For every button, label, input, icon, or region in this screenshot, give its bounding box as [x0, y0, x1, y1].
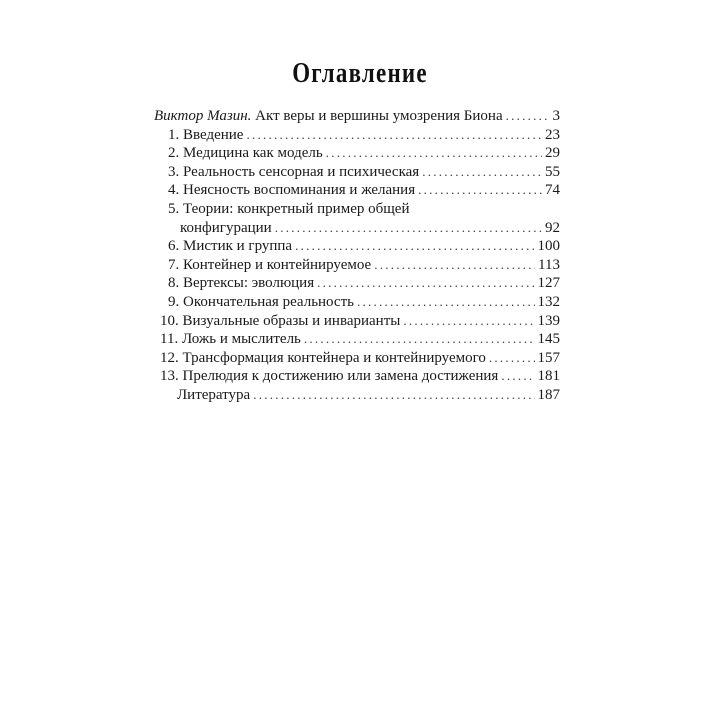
toc-entry-label: [160, 349, 486, 368]
toc-entry-title: Визуальные образы и инварианты: [182, 312, 401, 329]
toc-page-number: 113: [538, 256, 560, 273]
dot-leader: [489, 349, 535, 368]
toc-entry-chapter-10[interactable]: [150, 312, 560, 331]
toc-entry-chapter-7[interactable]: [150, 256, 560, 275]
toc-entry-title: Трансформация контейнера и контейнируемого: [182, 349, 486, 366]
toc-entry-title: Вертексы: эволюция: [183, 275, 315, 292]
toc-page-number: 187: [537, 386, 560, 403]
toc-entry-title: Мистик и группа: [183, 238, 293, 255]
dot-leader: [506, 107, 550, 126]
toc-page-number: 139: [537, 312, 560, 329]
toc-entry-title: Введение: [183, 126, 244, 143]
toc-page-number: 157: [537, 349, 560, 366]
toc-entry-label: [168, 256, 371, 275]
toc-entry-chapter-6[interactable]: [150, 237, 560, 256]
toc-entry-title: Контейнер и контейнируемое: [183, 256, 372, 273]
dot-leader: [304, 330, 535, 349]
chapter-number: 7.: [168, 256, 180, 273]
chapter-number: 9.: [168, 293, 180, 310]
chapter-number: 10.: [160, 312, 179, 329]
toc-page-number: 55: [545, 163, 560, 180]
toc-entry-title: Реальность сенсорная и психическая: [183, 163, 420, 180]
toc-entry-chapter-3[interactable]: [150, 163, 560, 182]
toc-entry-label: [154, 107, 503, 126]
dot-leader: [295, 237, 534, 256]
dot-leader: [357, 293, 535, 312]
dot-leader: [246, 126, 542, 145]
toc-entry-chapter-12[interactable]: [150, 349, 560, 368]
toc-page-number: 145: [537, 331, 560, 348]
toc-entry-title: Медицина как модель: [183, 145, 323, 162]
toc-entry-title: Неясность воспоминания и желания: [183, 182, 416, 199]
toc-entry-chapter-8[interactable]: [150, 274, 560, 293]
toc-entry-label: [160, 312, 400, 331]
dot-leader: [501, 367, 534, 386]
chapter-number: 12.: [160, 349, 179, 366]
chapter-number: 6.: [168, 238, 180, 255]
chapter-number: 3.: [168, 163, 180, 180]
toc-entry-title: Ложь и мыслитель: [181, 331, 301, 348]
toc-page-number: 127: [537, 275, 560, 292]
toc-entry-label: [160, 367, 498, 386]
toc-entry-label: [168, 274, 314, 293]
toc-entry-chapter-4[interactable]: [150, 181, 560, 200]
chapter-number: 13.: [160, 368, 179, 385]
toc-entry-label: [168, 163, 419, 182]
toc-entry-label: конфигурации: [180, 219, 272, 236]
toc-entry-bibliography[interactable]: [150, 386, 560, 405]
toc-page-number: 74: [545, 182, 560, 199]
page-title: Оглавление: [292, 58, 428, 89]
chapter-number: 1.: [168, 126, 180, 143]
dot-leader: [403, 312, 534, 331]
toc-entry-chapter-9[interactable]: [150, 293, 560, 312]
toc-page-number: 29: [545, 145, 560, 162]
toc-entry-title: Теории: конкретный пример общей: [183, 200, 410, 217]
toc-entry-chapter-2[interactable]: [150, 144, 560, 163]
dot-leader: [326, 144, 542, 163]
toc-entry-label: [160, 330, 301, 349]
toc-entry-label: [168, 293, 354, 312]
dot-leader: [422, 163, 542, 182]
dot-leader: [275, 219, 542, 238]
toc-entry-label: [168, 200, 560, 219]
chapter-number: 5.: [168, 200, 180, 217]
toc-entry-intro[interactable]: [150, 107, 560, 126]
dot-leader: [418, 181, 542, 200]
toc-author: Виктор Мазин.: [154, 108, 252, 124]
toc-entry-title: Прелюдия к достижению или замена достижения: [182, 368, 499, 385]
dot-leader: [253, 386, 534, 405]
toc-entry-chapter-11[interactable]: [150, 330, 560, 349]
toc-page-number: 23: [545, 126, 560, 143]
chapter-number: 4.: [168, 182, 180, 199]
toc-entry-label: [168, 126, 243, 145]
toc-entry-title: Акт веры и вершины умозрения Биона: [255, 108, 503, 124]
toc-entry-chapter-1[interactable]: [150, 126, 560, 145]
toc-page-number: 100: [537, 238, 560, 255]
toc-page-number: 132: [537, 293, 560, 310]
toc-page-number: 3: [552, 108, 560, 124]
chapter-number: 11.: [160, 331, 179, 348]
dot-leader: [374, 256, 535, 275]
toc-page-number: 181: [537, 368, 560, 385]
toc-page-number: 92: [545, 219, 560, 236]
toc-entry-title: Литература: [177, 386, 251, 403]
toc-entry-label: [168, 237, 292, 256]
dot-leader: [317, 274, 534, 293]
chapter-number: 2.: [168, 145, 180, 162]
table-of-contents: [150, 107, 560, 405]
toc-entry-label: [168, 181, 415, 200]
toc-entry-chapter-13[interactable]: [150, 367, 560, 386]
toc-entry-title: Окончательная реальность: [183, 293, 354, 310]
toc-entry-label: [168, 144, 323, 163]
chapter-number: 8.: [168, 275, 180, 292]
toc-entry-chapter-5-continuation[interactable]: [150, 219, 560, 238]
toc-entry-chapter-5[interactable]: [150, 200, 560, 219]
